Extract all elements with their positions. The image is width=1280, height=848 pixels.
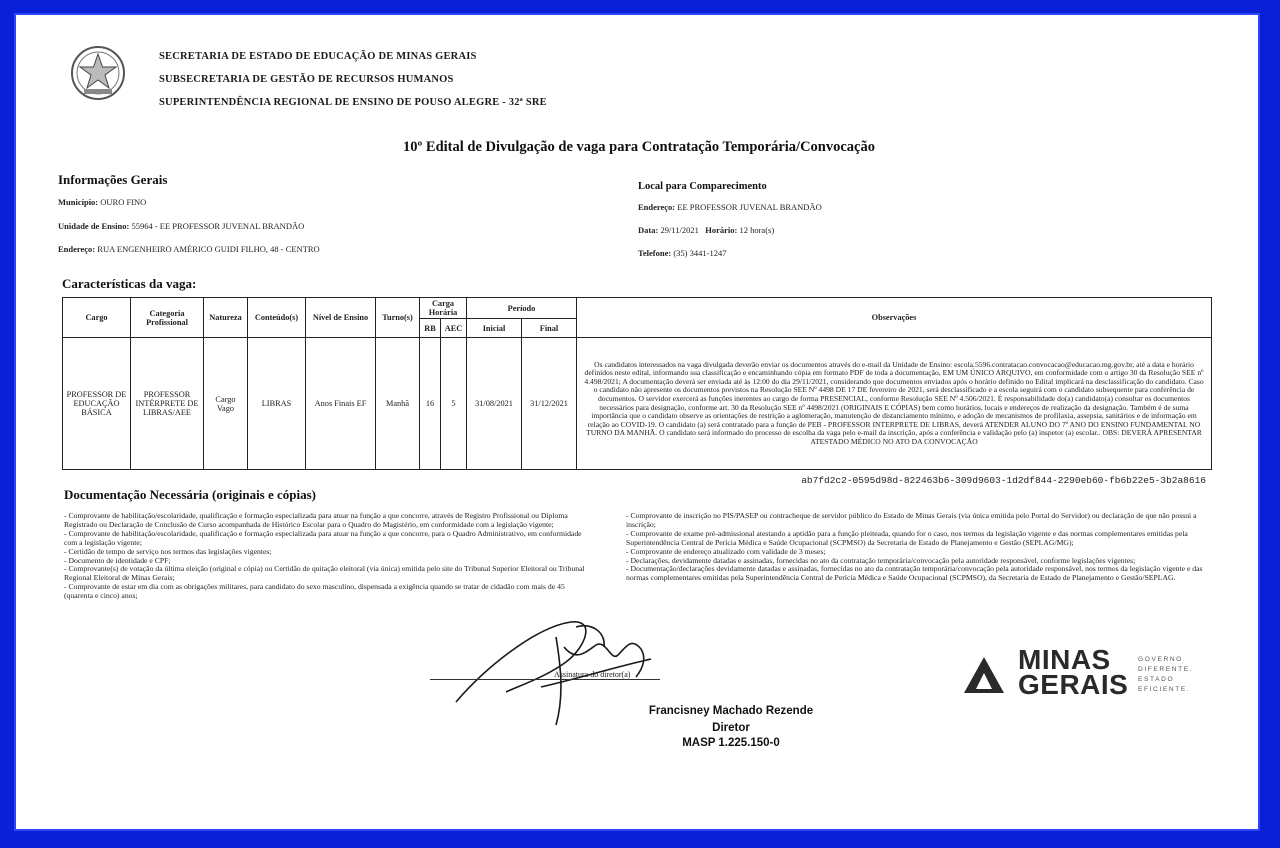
list-item: - Comprovante de habilitação/escolaridade, qualificação e formação especializada para atuar na função a que concorre, para o Quadro Administrativo, em conformidade com a legislação vigente; [64,528,582,547]
cell-final: 31/12/2021 [522,338,577,470]
list-item: - Certidão de tempo de serviço nos termos das legislações vigentes; [64,546,272,556]
logo-triangle-icon [962,655,1006,695]
list-item: - Comprovante de exame pré-admissional atestando a aptidão para a função pleiteada, quando for o caso, nos termos da legislação vigente e das normas complementares emitidas pela Superintendência Central de Perícia Médica e Saúde Ocupacional (SCPMSO) da Secretaria de Estado de Planejamento e Gestão (SEPLAG/MG); [626,528,1188,547]
local-telefone: Telefone: (35) 3441-1247 [638,248,727,258]
document-page [14,13,1260,831]
cell-turno: Manhã [376,338,420,470]
documentacao-left-list [64,512,594,601]
list-item: - Comprovante de habilitação/escolaridade, qualificação e formação especializada para atuar na função a que concorre, através de Registro Profissional ou Diploma Registrado ou Declaração de Conclusão de Curso acompanhada de Histórico Escolar para o Quadro do Magistério, em conformidade com a legislação vigente; [64,511,568,529]
page-title: 10º Edital de Divulgação de vaga para Contratação Temporária/Convocação [403,139,875,155]
col-turno: Turno(s) [376,298,420,338]
signature-line [430,679,660,680]
documentacao-heading: Documentação Necessária (originais e cópias) [64,487,317,502]
col-conteudo: Conteúdo(s) [248,298,306,338]
local-endereco: Endereço: EE PROFESSOR JUVENAL BRANDÃO [638,202,822,212]
header-superintendencia: SUPERINTENDÊNCIA REGIONAL DE ENSINO DE POUSO ALEGRE - 32ª SRE [159,97,547,108]
col-inicial: Inicial [467,319,522,338]
list-item: - Comprovante de inscrição no PIS/PASEP ou contracheque de servidor público do Estado de Minas Gerais (via única emitida pelo Portal do Servidor) ou declaração de que não possui a inscrição; [626,511,1197,529]
cell-rb: 16 [420,338,441,470]
col-carga: Carga Horária [420,298,467,319]
col-periodo: Período [467,298,577,319]
state-seal-icon [70,45,126,101]
municipio: Município: OURO FINO [58,197,147,207]
logo-wordmark: MINAS GERAIS [1018,644,1129,700]
endereco-escola: Endereço: RUA ENGENHEIRO AMÉRICO GUIDI FILHO, 48 - CENTRO [58,244,320,254]
unidade-ensino: Unidade de Ensino: 55964 - EE PROFESSOR JUVENAL BRANDÃO [58,221,305,231]
col-final: Final [522,319,577,338]
cell-observacoes: Os candidatos interessados na vaga divulgada deverão enviar os documentos através do e-mail da Unidade de Ensino: escola.5596.contratacao.convocacao@educacao.mg.gov.br, até a data e horário definidos neste edital, informando sua classificação e encaminhando cópia em formato PDF de toda a documentação, EM UM ÚNICO ARQUIVO, em conformidade com o artigo 30 da Resolução SEE nº 4.498/2021; A documentação deverá ser enviada até às 12:00 do dia 29/11/2021, considerando que documentos enviados após o horário definido no Edital implicará na desclassificação do candidato. Caso o candidato não apresente os documentos previstos na Resolução SEE Nº 4498 DE 17 DE fevereiro de 2021, será desclassificado e a escola seguirá com o candidato subsequente para conferência de documentos. O servidor exercerá as funções inerentes ao cargo de forma PRESENCIAL, conforme Resolução SEE Nº 4.506/2021. É responsabilidade do(a) candidato(a) consultar os documentos necessários para designação, conforme art. 30 da Resolução SEE nº 4498/2021 (ORIGINAIS E CÓPIAS) bem como horários, locais e endereços de realização da designação. Também é de suma importância que o candidato observe as orientações de restrição a aglomeração, manutenção de distanciamento mínimo, e adoção de mecanismos de profilaxia, assepsia, sanitários e de informação em relação ao COVID-19. O candidato (a) será contratado para a função de PEB - PROFESSOR INTERPRETE DE LIBRAS, deverá ATENDER ALUNO DO 7º ANO DO ENSINO FUNDAMENTAL NO TURNO DA MANHÃ. O candidato será informado do processo de escolha da vaga pelo e-mail da inscrição, após a conferência e validação pelo (a) inspetor (a) escolar.. OBS: DEVERÁ APRESENTAR ATESTADO MÉDICO NO ATO DA CONVOCAÇÃO [577,338,1212,470]
col-observacoes: Observações [577,298,1212,338]
col-categoria: Categoria Profissional [131,298,204,338]
cell-nivel: Anos Finais EF [306,338,376,470]
col-nivel: Nível de Ensino [306,298,376,338]
header-subsecretaria: SUBSECRETARIA DE GESTÃO DE RECURSOS HUMANOS [159,74,454,85]
col-rb: RB [420,319,441,338]
cell-categoria: PROFESSOR INTÉRPRETE DE LIBRAS/AEE [131,338,204,470]
list-item: - Documento de identidade e CPF; [64,555,171,565]
cell-conteudo: LIBRAS [248,338,306,470]
signature-caption: Assinatura do diretor(a) [554,670,631,679]
vaga-table [62,297,1212,470]
list-item: - Comprovante(s) de votação da última eleição (original e cópia) ou Certidão de quitação eleitoral (via única) emitida pelo site do Tribunal Superior Eleitoral ou Tribunal Regional Eleitoral de Minas Gerais; [64,564,585,583]
local-heading: Local para Comparecimento [638,181,767,192]
documentacao-right-list [626,512,1206,583]
cell-cargo: PROFESSOR DE EDUCAÇÃO BÁSICA [63,338,131,470]
cell-inicial: 31/08/2021 [467,338,522,470]
signer-masp: MASP 1.225.150-0 [682,737,780,749]
minas-gerais-logo [962,644,1212,703]
signer-role: Diretor [712,722,750,734]
header-secretaria: SECRETARIA DE ESTADO DE EDUCAÇÃO DE MINAS GERAIS [159,51,477,62]
cell-aec: 5 [441,338,467,470]
vaga-heading: Características da vaga: [62,276,197,291]
info-gerais-heading: Informações Gerais [58,172,168,187]
list-item: - Documentação/declarações devidamente datadas e assinadas, fornecidas no ato da contratação temporária/convocação pela autoridade responsável, nos termos da legislação vigente e das normas complementares emitidas pela Superintendência Central de Perícia Médica e Saúde Ocupacional (SCPMSO), da Secretaria de Estado de Planejamento e Gestão/SEPLAG. [626,564,1203,583]
list-item: - Comprovante de estar em dia com as obrigações militares, para candidato do sexo masculino, dispensada a exigência quando se tratar de cidadão com mais de 45 (quarenta e cinco) anos; [64,582,565,601]
list-item: - Comprovante de endereço atualizado com validade de 3 meses; [626,546,826,556]
list-item: - Declarações, devidamente datadas e assinadas, fornecidas no ato da contratação temporária/convocação pela autoridade responsável, conforme legislações vigentes; [626,555,1136,565]
table-row [63,338,1212,470]
col-natureza: Natureza [204,298,248,338]
local-data-horario: Data: 29/11/2021 Horário: 12 hora(s) [638,225,775,235]
signer-name: Francisney Machado Rezende [648,705,814,717]
col-aec: AEC [441,319,467,338]
cell-natureza: Cargo Vago [204,338,248,470]
col-cargo: Cargo [63,298,131,338]
document-hash: ab7fd2c2-0595d98d-822463b6-309d9603-1d2df844-2290eb60-fb6b22e5-3b2a8616 [801,475,1206,486]
logo-tagline: GOVERNO DIFERENTE. ESTADO EFICIENTE. [1138,656,1194,693]
